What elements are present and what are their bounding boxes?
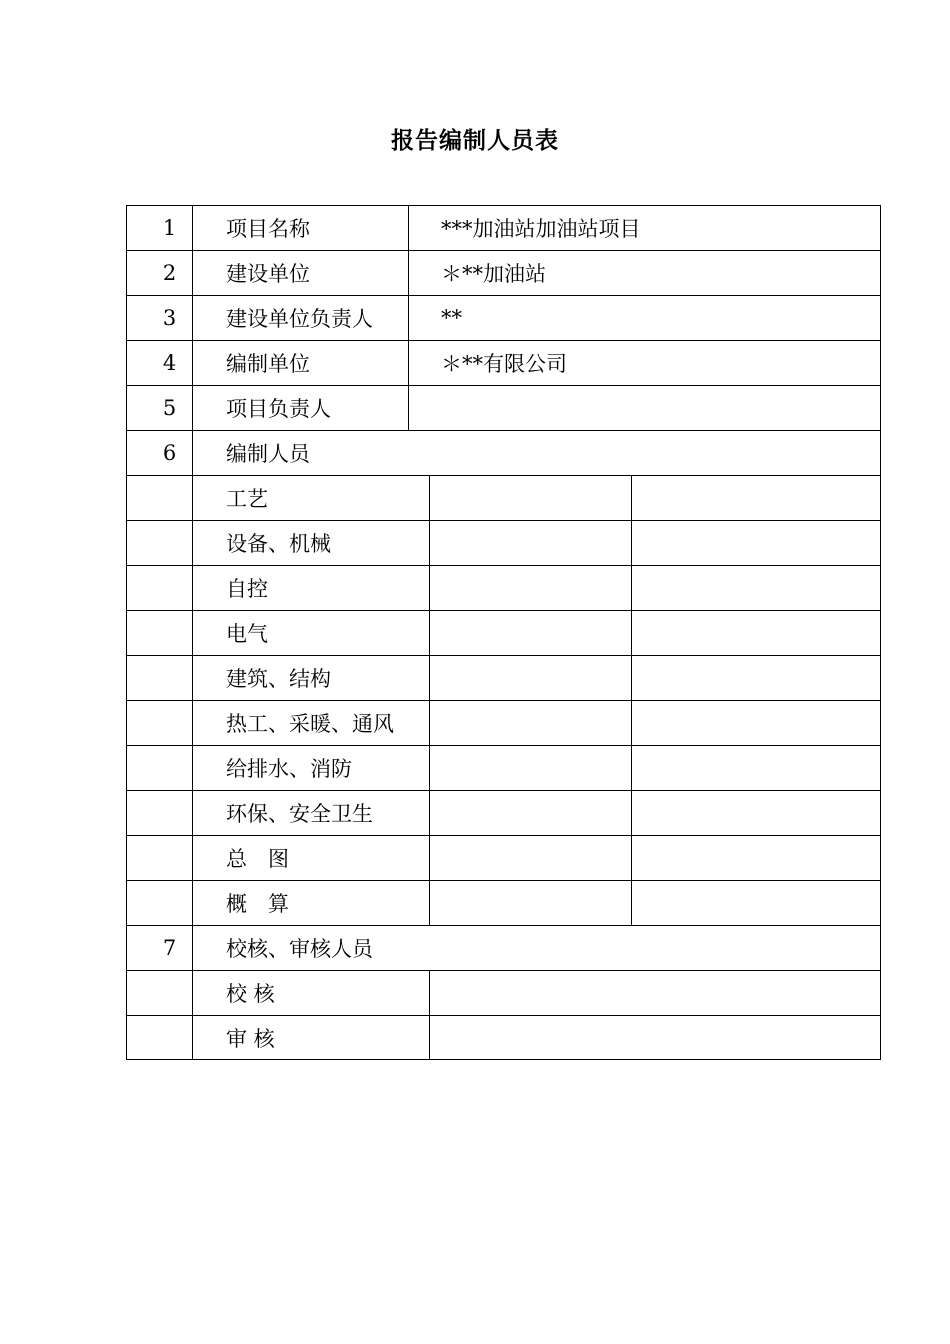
row-label: 热工、采暖、通风 [192,701,429,745]
table-row [126,205,881,250]
review-name-cell[interactable] [429,971,882,1015]
table-row [126,250,881,295]
table-row [126,340,881,385]
staff-sign-cell[interactable] [631,566,882,610]
table-row [126,655,881,700]
staff-name-cell[interactable] [429,521,631,565]
row-label: 编制单位 [192,341,408,385]
row-label: 校 核 [192,971,429,1015]
section-label: 校核、审核人员 [192,926,882,970]
staff-sign-cell[interactable] [631,836,882,880]
row-value[interactable]: ** [408,296,882,340]
row-value[interactable] [408,386,882,430]
table-row [126,475,881,520]
row-number [127,836,192,880]
row-number: 6 [162,441,177,465]
row-number: 4 [162,351,177,375]
row-number [127,476,192,520]
section-label: 编制人员 [192,431,882,475]
staff-sign-cell[interactable] [631,701,882,745]
row-number [127,881,192,925]
row-number [127,521,192,565]
staff-name-cell[interactable] [429,566,631,610]
staff-name-cell[interactable] [429,656,631,700]
row-label: 给排水、消防 [192,746,429,790]
row-label: 工艺 [192,476,429,520]
table-row [126,565,881,610]
table-row [126,835,881,880]
row-number: 5 [162,396,177,420]
row-value[interactable]: ＊**加油站 [408,251,882,295]
row-label: 建设单位负责人 [192,296,408,340]
row-label: 概 算 [192,881,429,925]
staff-sign-cell[interactable] [631,521,882,565]
table-row [126,970,881,1015]
row-number [127,1016,192,1060]
table-row [126,700,881,745]
staff-name-cell[interactable] [429,791,631,835]
staff-sign-cell[interactable] [631,791,882,835]
row-label: 设备、机械 [192,521,429,565]
row-number: 7 [162,936,177,960]
row-label: 项目负责人 [192,386,408,430]
section-row-staff [126,430,881,475]
staff-name-cell[interactable] [429,881,631,925]
table-row [126,520,881,565]
table-row [126,880,881,925]
row-number: 1 [162,216,177,240]
row-number [127,656,192,700]
row-number [127,566,192,610]
row-number: 2 [162,261,177,285]
row-number [127,611,192,655]
staff-name-cell[interactable] [429,611,631,655]
row-label: 项目名称 [192,206,408,250]
row-label: 环保、安全卫生 [192,791,429,835]
row-label: 建设单位 [192,251,408,295]
row-number [127,971,192,1015]
table-row [126,385,881,430]
row-number [127,746,192,790]
row-number: 3 [162,306,177,330]
staff-sign-cell[interactable] [631,656,882,700]
row-value[interactable]: ***加油站加油站项目 [408,206,882,250]
page-title: 报告编制人员表 [391,128,559,154]
table-row [126,790,881,835]
table-row [126,295,881,340]
staff-name-cell[interactable] [429,746,631,790]
row-label: 电气 [192,611,429,655]
row-number [127,791,192,835]
staff-name-cell[interactable] [429,701,631,745]
staff-sign-cell[interactable] [631,611,882,655]
row-label: 自控 [192,566,429,610]
review-name-cell[interactable] [429,1016,882,1060]
row-number [127,701,192,745]
row-value[interactable]: ＊**有限公司 [408,341,882,385]
staff-table [126,205,881,1065]
section-row-review [126,925,881,970]
row-label: 总 图 [192,836,429,880]
row-label: 建筑、结构 [192,656,429,700]
staff-name-cell[interactable] [429,836,631,880]
table-row [126,610,881,655]
staff-sign-cell[interactable] [631,746,882,790]
staff-sign-cell[interactable] [631,881,882,925]
staff-sign-cell[interactable] [631,476,882,520]
staff-name-cell[interactable] [429,476,631,520]
table-row [126,1015,881,1060]
row-label: 审 核 [192,1016,429,1060]
table-row [126,745,881,790]
